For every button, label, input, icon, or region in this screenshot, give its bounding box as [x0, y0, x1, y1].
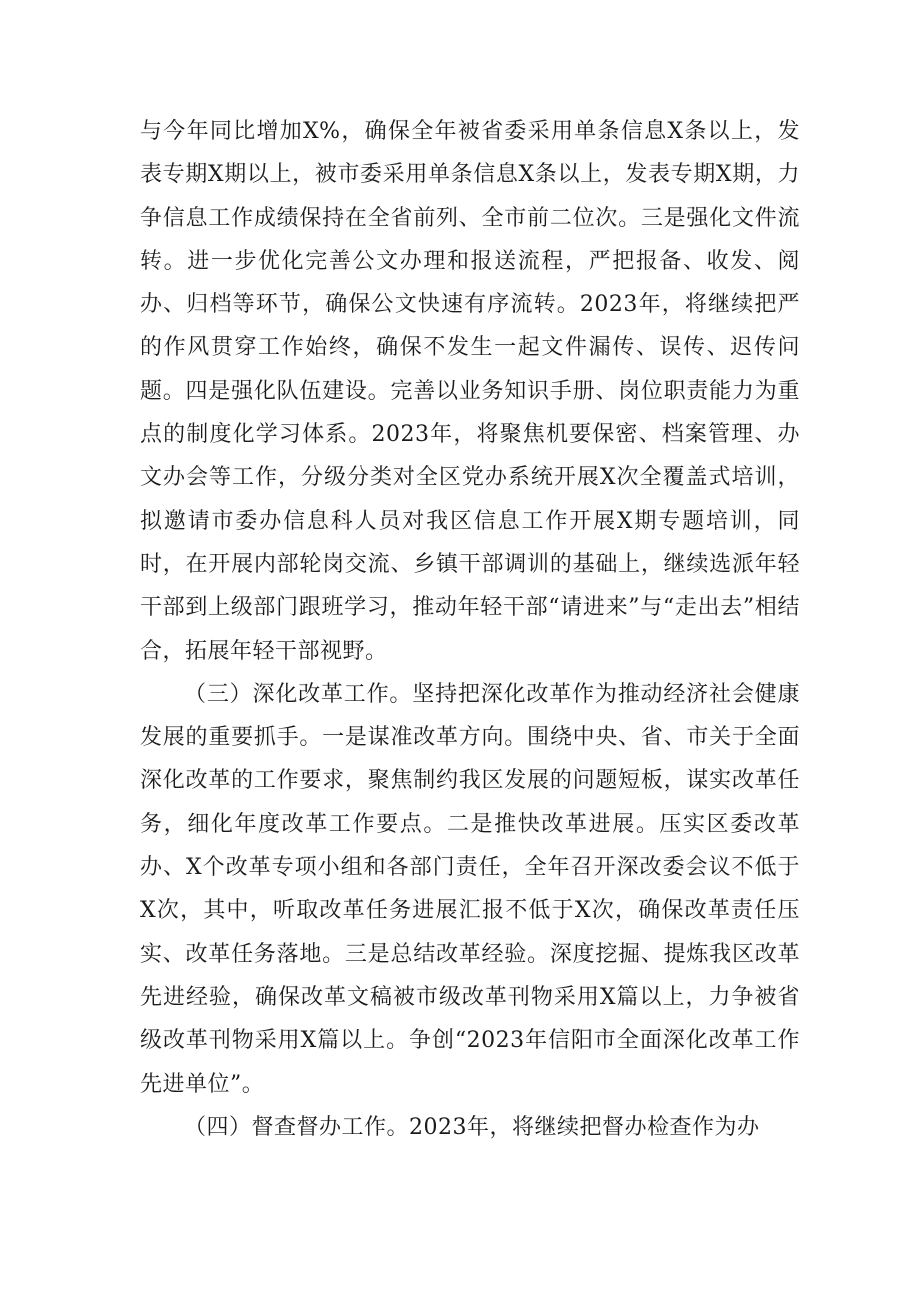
- paragraph-section-4-supervision: （四）督查督办工作。2023年，将继续把督办检查作为办: [184, 1114, 760, 1140]
- document-body: [140, 110, 800, 1149]
- paragraph-section-3-reform: （三）深化改革工作。坚持把深化改革作为推动经济社会健康发展的重要抓手。一是谋准改革方向。围绕中央、省、市关于全面深化改革的工作要求，聚焦制约我区发展的问题短板，谋实改革任务，细化年度改革工作要点。二是推快改革进展。压实区委改革办、X个改革专项小组和各部门责任，全年召开深改委会议不低于X次，其中，听取改革任务进展汇报不低于X次，确保改革责任压实、改革任务落地。三是总结改革经验。深度挖掘、提炼我区改革先进经验，确保改革文稿被市级改革刊物采用X篇以上，力争被省级改革刊物采用X篇以上。争创“2023年信阳市全面深化改革工作先进单位”。: [140, 681, 800, 1097]
- paragraph-continuation: 与今年同比增加X%，确保全年被省委采用单条信息X条以上，发表专期X期以上，被市委采用单条信息X条以上，发表专期X期，力争信息工作成绩保持在全省前列、全市前二位次。三是强化文件流转。进一步优化完善公文办理和报送流程，严把报备、收发、阅办、归档等环节，确保公文快速有序流转。2023年，将继续把严的作风贯穿工作始终，确保不发生一起文件漏传、误传、迟传问题。四是强化队伍建设。完善以业务知识手册、岗位职责能力为重点的制度化学习体系。2023年，将聚焦机要保密、档案管理、办文办会等工作，分级分类对全区党办系统开展X次全覆盖式培训，拟邀请市委办信息科人员对我区信息工作开展X期专题培训，同时，在开展内部轮岗交流、乡镇干部调训的基础上，继续选派年轻干部到上级部门跟班学习，推动年轻干部“请进来”与“走出去”相结合，拓展年轻干部视野。: [140, 119, 800, 664]
